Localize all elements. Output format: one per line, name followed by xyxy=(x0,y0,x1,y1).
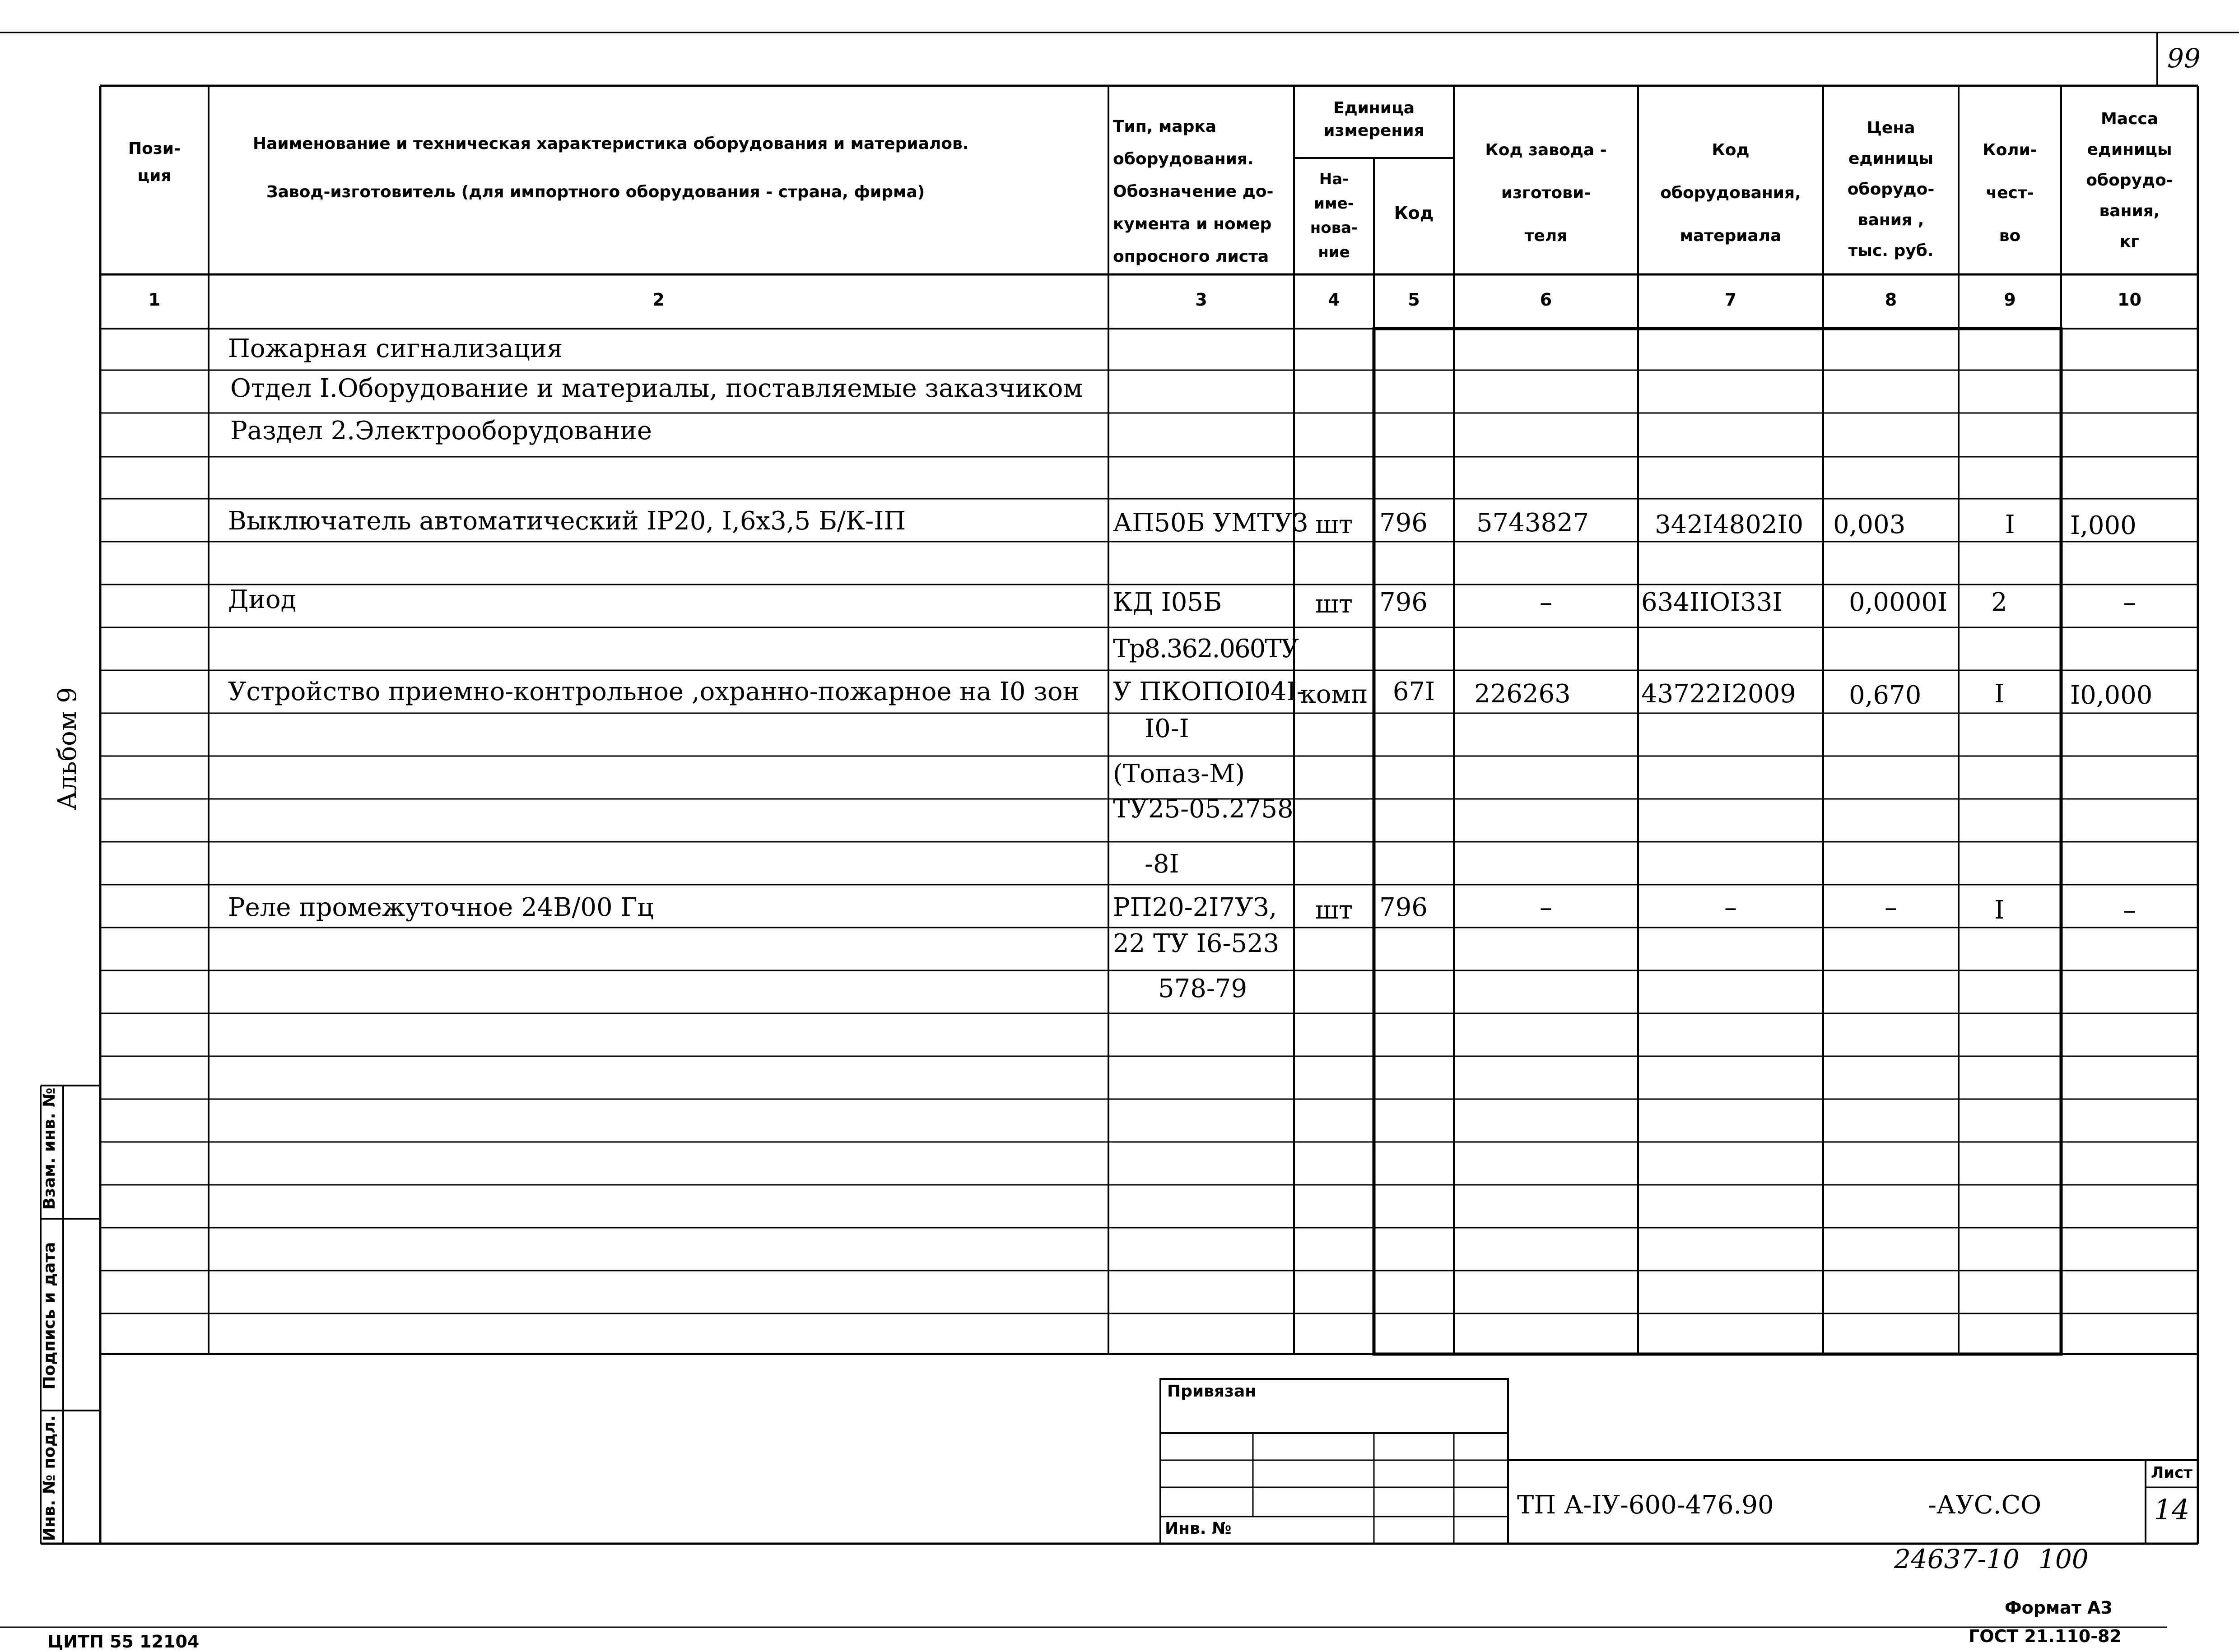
table-row-qty: 2 xyxy=(1991,588,2007,617)
header-col10: Масса единицы оборудо- вания, кг xyxy=(2086,110,2173,251)
table-row-qty: I xyxy=(1994,896,2005,925)
side-stamp-inv-podl: Инв. № подл. xyxy=(40,1415,59,1541)
table-row-type: (Топаз-М) xyxy=(1113,759,1245,789)
table-row-type: У ПКОПОI04I- xyxy=(1113,677,1305,706)
table-row-type: -8I xyxy=(1145,849,1179,879)
gost-label: ГОСТ 21.110-82 xyxy=(1969,1626,2122,1646)
handwritten-number: 24637-10 xyxy=(1894,1544,2020,1574)
document-code: ТП А-IУ-600-476.90 xyxy=(1517,1490,1774,1520)
table-row-type: АП50Б УМТУ3 xyxy=(1113,508,1308,538)
table-row-code: 796 xyxy=(1379,893,1428,922)
table-row-factory: 226263 xyxy=(1474,679,1571,709)
handwritten-number-2: 100 xyxy=(2039,1544,2089,1574)
table-row-price: 0,670 xyxy=(1849,681,1922,710)
header-col2-line2: Завод-изготовитель (для импортного оборудования - страна, фирма) xyxy=(266,183,925,201)
document-suffix: -АУС.СО xyxy=(1928,1490,2042,1520)
page-mark: 99 xyxy=(2167,43,2201,74)
col-number: 4 xyxy=(1328,290,1340,310)
header-col6: Код завода - изготови- теля xyxy=(1485,141,1607,245)
col-number: 1 xyxy=(148,290,161,310)
header-col1: Пози- ция xyxy=(128,139,181,185)
citp-label: ЦИТП 55 12104 xyxy=(47,1632,200,1652)
list-label: Лист xyxy=(2151,1464,2192,1482)
table-row-code: 67I xyxy=(1392,677,1435,706)
col-number: 2 xyxy=(652,290,665,310)
table-row-mass: – xyxy=(2123,896,2136,925)
header-col7: Код оборудования, материала xyxy=(1660,141,1801,245)
table-row-factory: – xyxy=(1540,588,1552,617)
table-row-equip: – xyxy=(1724,893,1737,922)
table-row-price: – xyxy=(1885,893,1897,922)
header-unit-group: Единица измерения xyxy=(1323,99,1424,140)
col-number: 9 xyxy=(2004,290,2016,310)
table-row-unit: комп xyxy=(1300,680,1368,709)
col-number: 10 xyxy=(2118,290,2141,310)
header-col5: Код xyxy=(1394,203,1434,223)
side-stamp-vzam-inv: Взам. инв. № xyxy=(40,1087,59,1210)
table-row-name: Отдел I.Оборудование и материалы, поставляемые заказчиком xyxy=(230,374,1083,403)
table-row-type: I0-I xyxy=(1145,714,1189,743)
table-row-name: Выключатель автоматический IP20, I,6х3,5 Б/К-IП xyxy=(228,506,906,536)
table-row-qty: I xyxy=(2005,510,2015,539)
list-number: 14 xyxy=(2154,1493,2190,1526)
table-row-price: 0,0000I xyxy=(1849,588,1948,617)
table-row-equip: 43722I2009 xyxy=(1641,679,1796,709)
table-row-name: Диод xyxy=(228,585,297,614)
table-row-name: Пожарная сигнализация xyxy=(228,334,563,363)
table-row-factory: 5743827 xyxy=(1476,508,1589,538)
table-row-type: Тр8.362.060ТУ xyxy=(1113,634,1299,664)
col-number: 6 xyxy=(1540,290,1552,310)
col-number: 3 xyxy=(1195,290,1207,310)
privyazan-label: Привязан xyxy=(1167,1382,1257,1401)
table-row-type: ТУ25-05.2758 xyxy=(1113,794,1294,824)
table-row-qty: I xyxy=(1994,679,2005,709)
table-row-type: КД I05Б xyxy=(1113,588,1222,617)
col-number: 8 xyxy=(1885,290,1897,310)
table-row-unit: шт xyxy=(1315,896,1353,925)
table-row-type: 578-79 xyxy=(1158,974,1248,1003)
table-row-equip: 634IIOI33I xyxy=(1641,588,1783,617)
header-col3: Тип, марка оборудования. Обозначение до- кумента и номер опросного листа xyxy=(1113,117,1274,266)
table-row-name: Устройство приемно-контрольное ,охранно-пожарное на I0 зон xyxy=(228,677,1080,706)
table-row-mass: – xyxy=(2123,588,2136,617)
table-row-factory: – xyxy=(1540,893,1552,922)
inv-no-label: Инв. № xyxy=(1165,1519,1232,1538)
table-row-unit: шт xyxy=(1315,589,1353,619)
header-col4: На- име- нова- ние xyxy=(1310,170,1358,261)
header-col2-line1: Наименование и техническая характеристика оборудования и материалов. xyxy=(253,135,969,153)
album-label: Альбом 9 xyxy=(53,687,82,810)
table-row-code: 796 xyxy=(1379,588,1428,617)
table-row-type: 22 ТУ I6-523 xyxy=(1113,929,1280,958)
table-row-type: РП20-2I7УЗ, xyxy=(1113,893,1277,922)
header-col8: Цена единицы оборудо- вания , тыс. руб. xyxy=(1847,119,1935,260)
table-row-code: 796 xyxy=(1379,508,1428,538)
table-row-price: 0,003 xyxy=(1833,510,1906,539)
table-row-name: Раздел 2.Электрооборудование xyxy=(230,416,652,445)
header-col9: Коли- чест- во xyxy=(1983,141,2037,245)
table-row-mass: I,000 xyxy=(2070,511,2137,540)
table-row-unit: шт xyxy=(1315,510,1353,539)
table-row-mass: I0,000 xyxy=(2070,681,2153,710)
format-label: Формат А3 xyxy=(2005,1598,2113,1618)
col-number: 7 xyxy=(1724,290,1737,310)
table-row-name: Реле промежуточное 24В/00 Гц xyxy=(228,893,654,922)
col-number: 5 xyxy=(1408,290,1420,310)
table-row-equip: 342I4802I0 xyxy=(1655,510,1804,539)
side-stamp-podpis: Подпись и дата xyxy=(40,1242,59,1390)
